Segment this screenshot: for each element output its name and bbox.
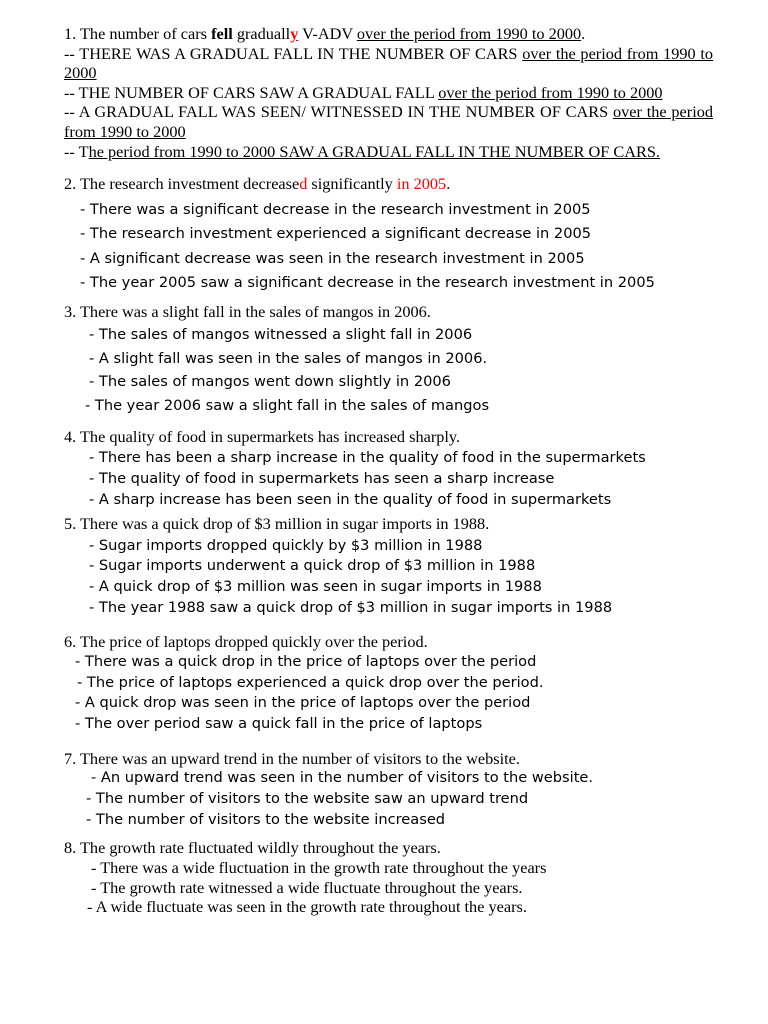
example-sentence: - The number of visitors to the website saw an upward trend xyxy=(86,790,529,808)
example-sentence: - The sales of mangos witnessed a slight fall in 2006 xyxy=(89,326,473,344)
text-run: graduall xyxy=(232,24,291,43)
section-2 xyxy=(64,174,713,296)
section-2-main-sentence xyxy=(64,174,713,194)
example-sentence: - There was a quick drop in the price of laptops over the period xyxy=(75,652,537,670)
text-run: . xyxy=(446,174,451,194)
caps-text: -- T xyxy=(64,141,89,161)
caps-text: -- THERE WAS A GRADUAL FALL IN THE NUMBER OF CARS xyxy=(64,43,523,63)
highlighted-suffix: y xyxy=(290,24,299,43)
underlined-phrase: over the period from 1990 to 2000 xyxy=(64,43,714,83)
example-sentence: - The sales of mangos went down slightly in 2006 xyxy=(89,373,451,391)
text-run: 2. The research investment decrease xyxy=(64,174,300,194)
example-sentence: - There was a significant decrease in the research investment in 2005 xyxy=(80,200,591,218)
example-sentence: - The growth rate witnessed a wide fluctuate throughout the years. xyxy=(91,877,523,897)
example-sentence: - Sugar imports underwent a quick drop of $3 million in 1988 xyxy=(89,557,536,575)
example-sentence: - The year 2006 saw a slight fall in the sales of mangos xyxy=(85,396,490,414)
underlined-phrase: over the period from 1990 to 2000 xyxy=(356,24,582,43)
example-sentence: - The number of visitors to the website increased xyxy=(86,810,446,828)
underlined-phrase: he period from 1990 to 2000 SAW A GRADUAL FALL IN THE NUMBER OF CARS. xyxy=(88,141,660,161)
example-sentence: - The price of laptops experienced a quick drop over the period. xyxy=(77,673,544,691)
bold-word: fell xyxy=(211,24,233,43)
section-8-main-sentence: 8. The growth rate fluctuated wildly throughout the years. xyxy=(64,838,441,858)
section-8 xyxy=(64,838,713,916)
example-sentence: - A wide fluctuate was seen in the growth rate throughout the years. xyxy=(87,897,527,917)
section-7-main-sentence: 7. There was an upward trend in the number of visitors to the website. xyxy=(64,748,520,768)
example-sentence: - There has been a sharp increase in the quality of food in the supermarkets xyxy=(89,448,646,466)
caps-example xyxy=(64,83,713,103)
example-sentence: - The research investment experienced a significant decrease in 2005 xyxy=(80,225,592,243)
example-sentence: - There was a wide fluctuation in the growth rate throughout the years xyxy=(91,858,547,878)
caps-text: -- A GRADUAL FALL WAS SEEN/ WITNESSED IN THE NUMBER OF CARS xyxy=(64,102,613,122)
document-page xyxy=(64,24,713,917)
example-sentence: - The year 2005 saw a significant decrease in the research investment in 2005 xyxy=(80,274,655,292)
section-4-main-sentence: 4. The quality of food in supermarkets has increased sharply. xyxy=(64,427,461,447)
text-run: 1. The number of cars xyxy=(64,24,212,43)
section-1 xyxy=(64,24,713,161)
example-sentence: - The over period saw a quick fall in the price of laptops xyxy=(75,715,483,733)
section-5 xyxy=(64,514,713,618)
section-5-main-sentence: 5. There was a quick drop of $3 million in sugar imports in 1988. xyxy=(64,513,490,533)
underlined-phrase: over the period from 1990 to 2000 xyxy=(64,102,713,141)
highlighted-phrase: in 2005 xyxy=(396,174,447,194)
example-sentence: - A slight fall was seen in the sales of mangos in 2006. xyxy=(89,349,488,367)
section-4 xyxy=(64,427,713,510)
highlighted-suffix: d xyxy=(299,174,308,194)
caps-text: -- THE NUMBER OF CARS SAW A GRADUAL FALL xyxy=(64,82,439,102)
example-sentence: - A quick drop was seen in the price of laptops over the period xyxy=(75,694,531,712)
example-sentence: - Sugar imports dropped quickly by $3 million in 1988 xyxy=(89,536,483,554)
section-6 xyxy=(64,632,713,734)
text-run: significantly xyxy=(307,174,397,194)
section-6-main-sentence: 6. The price of laptops dropped quickly over the period. xyxy=(64,632,428,652)
text-run: . xyxy=(581,24,586,43)
underlined-phrase: over the period from 1990 to 2000 xyxy=(438,82,663,102)
section-3 xyxy=(64,302,713,418)
example-sentence: - A significant decrease was seen in the research investment in 2005 xyxy=(80,249,585,267)
section-1-main-sentence xyxy=(64,24,713,44)
section-3-main-sentence: 3. There was a slight fall in the sales of mangos in 2006. xyxy=(64,301,431,321)
section-7 xyxy=(64,749,713,831)
caps-example xyxy=(64,102,713,141)
example-sentence: - An upward trend was seen in the number of visitors to the website. xyxy=(91,769,594,787)
text-run: V-ADV xyxy=(298,24,357,43)
example-sentence: - A sharp increase has been seen in the quality of food in supermarkets xyxy=(89,490,612,508)
example-sentence: - The quality of food in supermarkets has seen a sharp increase xyxy=(89,469,555,487)
caps-example xyxy=(64,44,713,83)
caps-example xyxy=(64,142,713,162)
example-sentence: - The year 1988 saw a quick drop of $3 million in sugar imports in 1988 xyxy=(89,598,613,616)
example-sentence: - A quick drop of $3 million was seen in sugar imports in 1988 xyxy=(89,577,542,595)
